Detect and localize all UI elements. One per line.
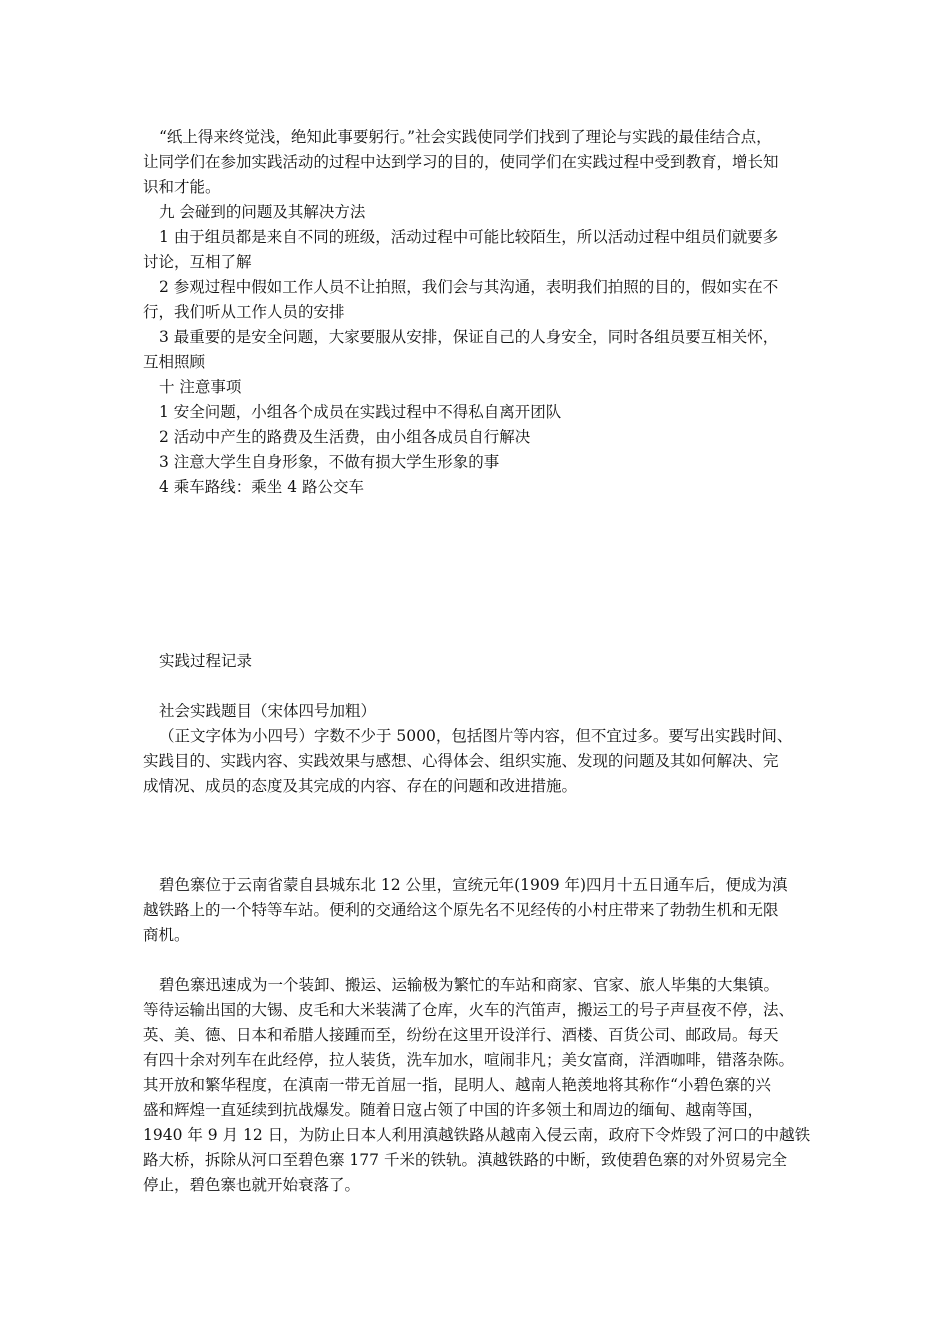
paragraph-line: 路大桥，拆除从河口至碧色寨 177 千米的铁轨。滇越铁路的中断，致使碧色寨的对外贸易完全 [143,1151,787,1169]
list-item: 4 乘车路线：乘坐 4 路公交车 [159,478,365,496]
paragraph-line: 实践目的、实践内容、实践效果与感想、心得体会、组织实施、发现的问题及其如何解决、完 [143,752,779,770]
paragraph-line: 识和才能。 [143,178,221,196]
paragraph-line: 英、美、德、日本和希腊人接踵而至，纷纷在这里开设洋行、酒楼、百货公司、邮政局。每天 [143,1026,779,1044]
paragraph-line: 成情况、成员的态度及其完成的内容、存在的问题和改进措施。 [143,777,578,795]
paragraph-line: 其开放和繁华程度，在滇南一带无首屈一指，昆明人、越南人艳羡地将其称作“小碧色寨的兴 [143,1076,771,1094]
list-item: 1 由于组员都是来自不同的班级，活动过程中可能比较陌生，所以活动过程中组员们就要多 [159,228,779,246]
paragraph-line: 商机。 [143,926,190,944]
list-item-continuation: 互相照顾 [143,353,206,371]
section-heading: 十 注意事项 [159,378,242,396]
paragraph-line: （正文字体为小四号）字数不少于 5000，包括图片等内容，但不宜过多。要写出实践时间、 [159,727,793,745]
record-title: 实践过程记录 [159,652,253,670]
list-item: 2 参观过程中假如工作人员不让拍照，我们会与其沟通，表明我们拍照的目的，假如实在不 [159,278,779,296]
paragraph-line: 1940 年 9 月 12 日，为防止日本人利用滇越铁路从越南入侵云南，政府下令炸毁了河口的中越铁 [143,1126,811,1144]
topic-title: 社会实践题目（宋体四号加粗） [159,702,377,720]
list-item: 1 安全问题，小组各个成员在实践过程中不得私自离开团队 [159,403,562,421]
paragraph-line: 越铁路上的一个特等车站。便利的交通给这个原先名不见经传的小村庄带来了勃勃生机和无限 [143,901,779,919]
list-item-continuation: 行，我们听从工作人员的安排 [143,303,345,321]
paragraph-line: 碧色寨位于云南省蒙自县城东北 12 公里，宣统元年(1909 年)四月十五日通车后，便成为滇 [159,876,788,894]
list-item: 3 注意大学生自身形象，不做有损大学生形象的事 [159,453,500,471]
list-item: 2 活动中产生的路费及生活费，由小组各成员自行解决 [159,428,531,446]
paragraph-line: 等待运输出国的大锡、皮毛和大米装满了仓库，火车的汽笛声，搬运工的号子声昼夜不停，法、 [143,1001,795,1019]
paragraph-line: 停止，碧色寨也就开始衰落了。 [143,1176,361,1194]
list-item: 3 最重要的是安全问题，大家要服从安排，保证自己的人身安全，同时各组员要互相关怀， [159,328,779,346]
section-heading: 九 会碰到的问题及其解决方法 [159,203,366,221]
paragraph-line: “纸上得来终觉浅，绝知此事要躬行。”社会实践使同学们找到了理论与实践的最佳结合点， [159,128,772,146]
paragraph-line: 让同学们在参加实践活动的过程中达到学习的目的，使同学们在实践过程中受到教育，增长知 [143,153,779,171]
list-item-continuation: 讨论，互相了解 [143,253,252,271]
paragraph-line: 盛和辉煌一直延续到抗战爆发。随着日寇占领了中国的许多领土和周边的缅甸、越南等国， [143,1101,764,1119]
paragraph-line: 碧色寨迅速成为一个装卸、搬运、运输极为繁忙的车站和商家、官家、旅人毕集的大集镇。 [159,976,780,994]
paragraph-line: 有四十余对列车在此经停，拉人装货，洗车加水，喧闹非凡；美女富商，洋酒咖啡，错落杂陈。 [143,1051,795,1069]
